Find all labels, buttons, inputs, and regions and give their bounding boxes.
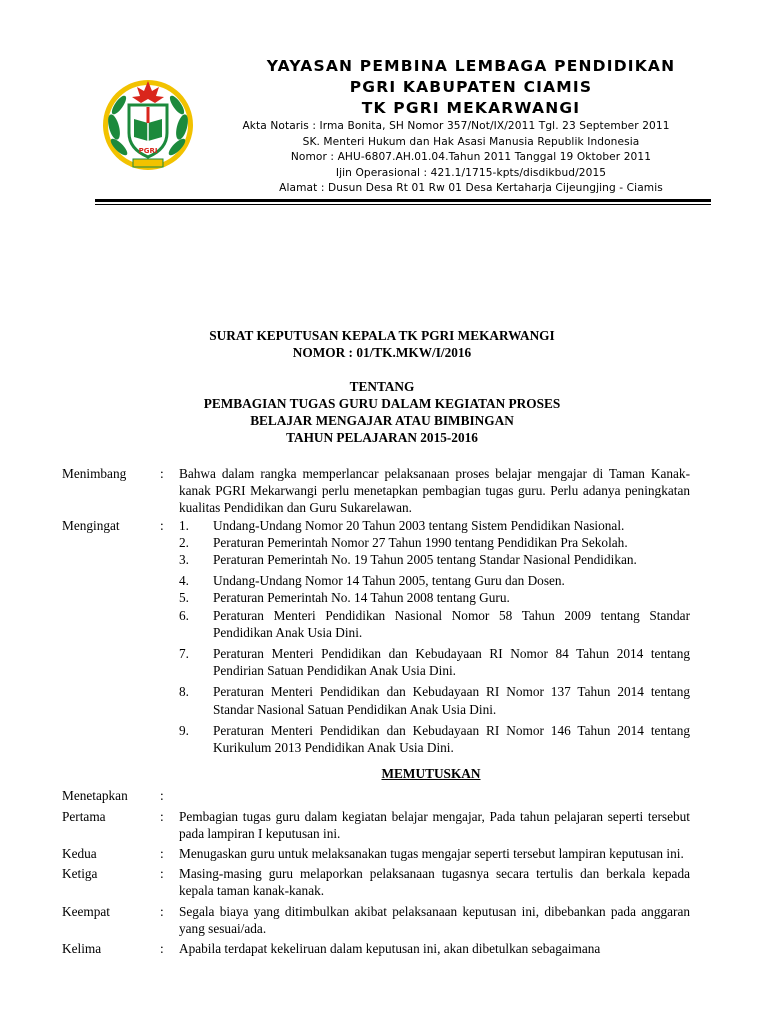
decision-colon: : — [160, 941, 164, 957]
item-number: 8. — [179, 684, 189, 700]
list-item — [179, 534, 690, 551]
item-text: Peraturan Menteri Pendidikan dan Kebudayaan RI Nomor 137 Tahun 2014 tentang Standar Nasional Satuan Pendidikan Anak Usia Dini. — [213, 684, 690, 717]
registration-number: Nomor : AHU-6807.AH.01.04.Tahun 2011 Tanggal 19 Oktober 2011 — [290, 151, 652, 164]
item-number: 7. — [179, 646, 189, 662]
decision-text: Apabila terdapat kekeliruan dalam keputusan ini, akan dibetulkan sebagaimana — [179, 941, 601, 957]
menimbang-section — [62, 465, 690, 517]
menimbang-colon: : — [160, 466, 164, 481]
decision-row — [62, 903, 690, 937]
mengingat-list — [179, 517, 690, 757]
item-text: Peraturan Menteri Pendidikan Nasional Nomor 58 Tahun 2009 tentang Standar Pendidikan Anak Usia Dini. — [213, 607, 690, 640]
decision-label: Pertama — [62, 808, 106, 824]
memutuskan-heading: MEMUTUSKAN — [381, 766, 481, 782]
logo-pen — [147, 107, 150, 123]
list-item — [179, 645, 690, 679]
subject-line-2: BELAJAR MENGAJAR ATAU BIMBINGAN — [250, 413, 514, 428]
logo-banner — [133, 159, 163, 167]
list-item — [179, 683, 690, 717]
letterhead-rule-thin — [95, 204, 711, 205]
mengingat-colon: : — [160, 517, 164, 533]
item-number: 4. — [179, 573, 189, 589]
decision-label: Kelima — [62, 941, 102, 957]
decision-colon: : — [160, 808, 164, 824]
address: Alamat : Dusun Desa Rt 01 Rw 01 Desa Kertaharja Cijeungjing - Ciamis — [279, 182, 663, 195]
decision-row — [62, 845, 690, 862]
decree-body — [62, 465, 690, 960]
decision-label: Kedua — [62, 846, 97, 862]
list-item — [179, 589, 690, 606]
menimbang-text: Bahwa dalam rangka memperlancar pelaksanaan proses belajar mengajar di Taman Kanak-kanak PGRI Mekarwangi perlu menetapkan pembagian tugas guru. Perlu adanya peningkatan kualitas Pendidikan dan Guru Sukarelawan. — [179, 466, 690, 516]
decision-text — [179, 787, 690, 804]
item-number: 3. — [179, 552, 189, 568]
decision-label: Keempat — [62, 903, 110, 919]
item-number: 5. — [179, 590, 189, 606]
decision-text: Menugaskan guru untuk melaksanakan tugas mengajar seperti tersebut lampiran keputusan ini. — [179, 846, 684, 862]
subject-heading: TENTANG — [349, 379, 415, 394]
item-text: Peraturan Menteri Pendidikan dan Kebudayaan RI Nomor 146 Tahun 2014 tentang Kurikulum 2013 Pendidikan Anak Usia Dini. — [213, 722, 690, 756]
foundation-name: YAYASAN PEMBINA LEMBAGA PENDIDIKAN — [266, 57, 676, 75]
subject-line-3: TAHUN PELAJARAN 2015-2016 — [286, 430, 478, 445]
subject-line-1: PEMBAGIAN TUGAS GURU DALAM KEGIATAN PROSES — [203, 396, 561, 411]
decision-row — [62, 787, 690, 804]
school-name: TK PGRI MEKARWANGI — [361, 99, 581, 117]
decision-colon: : — [160, 846, 164, 862]
ministry-decree: SK. Menteri Hukum dan Hak Asasi Manusia Republik Indonesia — [302, 135, 640, 148]
item-text: Undang-Undang Nomor 20 Tahun 2003 tentang Sistem Pendidikan Nasional. — [213, 517, 625, 533]
list-item — [179, 551, 690, 568]
mengingat-label: Mengingat — [62, 517, 120, 533]
operational-permit: Ijin Operasional : 421.1/1715-kpts/disdikbud/2015 — [335, 166, 607, 179]
letterhead-rule-thick — [95, 199, 711, 202]
mengingat-section — [62, 517, 690, 757]
decision-colon: : — [160, 903, 164, 919]
item-text: Peraturan Pemerintah No. 19 Tahun 2005 tentang Standar Nasional Pendidikan. — [213, 552, 637, 568]
list-item — [179, 572, 690, 589]
decision-label: Menetapkan — [62, 788, 128, 804]
list-item — [179, 722, 690, 756]
item-number: 6. — [179, 607, 189, 623]
item-number: 1. — [179, 517, 189, 533]
decision-text: Pembagian tugas guru dalam kegiatan belajar mengajar, Pada tahun pelajaran seperti tersebut pada lampiran I keputusan ini. — [179, 808, 690, 841]
decree-subject-block — [0, 378, 766, 446]
decision-row — [62, 940, 690, 957]
decree-number: NOMOR : 01/TK.MKW/I/2016 — [292, 345, 472, 360]
list-item — [179, 517, 690, 534]
item-text: Peraturan Pemerintah No. 14 Tahun 2008 tentang Guru. — [213, 590, 510, 606]
letterhead-text — [191, 55, 751, 197]
item-number: 9. — [179, 722, 189, 738]
logo-text: PGRI — [138, 147, 158, 155]
decision-text: Masing-masing guru melaporkan pelaksanaan tugasnya secara tertulis dan berkala kepada kepala taman kanak-kanak. — [179, 866, 690, 899]
item-number: 2. — [179, 534, 189, 550]
decision-colon: : — [160, 866, 164, 882]
decision-colon: : — [160, 788, 164, 804]
decision-row — [62, 865, 690, 899]
decree-title: SURAT KEPUTUSAN KEPALA TK PGRI MEKARWANGI — [209, 328, 555, 343]
notary-deed: Akta Notaris : Irma Bonita, SH Nomor 357/Not/IX/2011 Tgl. 23 September 2011 — [242, 120, 670, 132]
menimbang-label: Menimbang — [62, 466, 127, 481]
organization-name: PGRI KABUPATEN CIAMIS — [349, 78, 593, 96]
item-text: Undang-Undang Nomor 14 Tahun 2005, tentang Guru dan Dosen. — [213, 573, 565, 589]
list-item — [179, 607, 690, 641]
decision-row — [62, 808, 690, 842]
decision-text: Segala biaya yang ditimbulkan akibat pelaksanaan keputusan ini, dibebankan pada anggaran yang sesuai/ada. — [179, 903, 690, 936]
item-text: Peraturan Menteri Pendidikan dan Kebudayaan RI Nomor 84 Tahun 2014 tentang Pendirian Satuan Pendidikan Anak Usia Dini. — [213, 646, 690, 679]
decision-label: Ketiga — [62, 866, 98, 882]
item-text: Peraturan Pemerintah Nomor 27 Tahun 1990 tentang Pendidikan Pra Sekolah. — [213, 534, 628, 550]
decree-title-block — [0, 327, 766, 361]
letterhead — [95, 55, 710, 203]
